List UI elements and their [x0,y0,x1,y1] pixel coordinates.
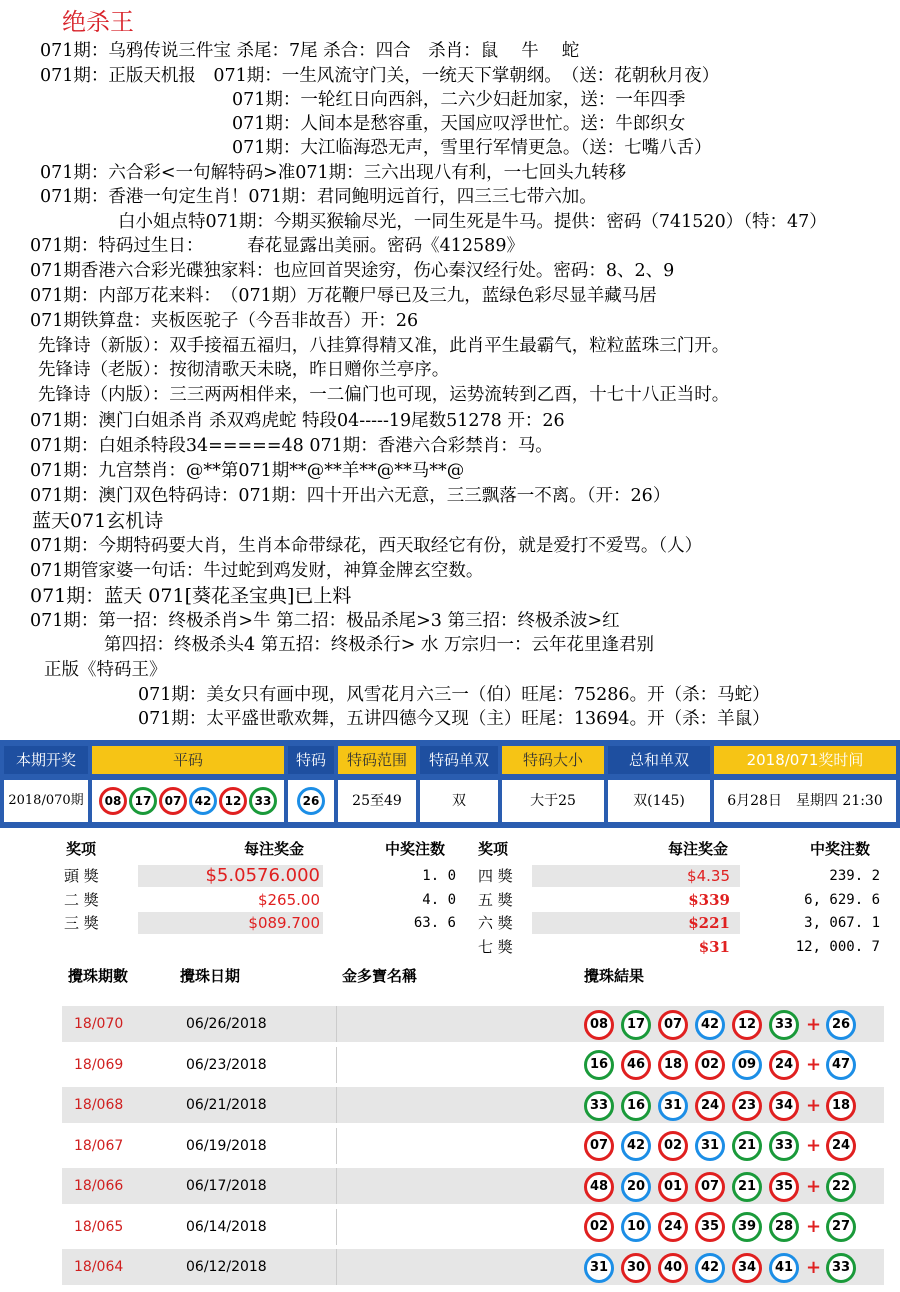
header-regular-numbers: 平码 [92,746,284,774]
forecast-line: 071期：正版天机报 071期：一生风流守门关，一统天下掌朝纲。 （送：花朝秋月夜） [40,66,720,86]
plus-icon: + [806,1094,822,1116]
history-balls [584,1209,863,1245]
history-date: 06/17/2018 [186,1178,267,1194]
prize-header-item-right: 奖项 [478,840,509,858]
prize-amount: $221 [688,914,730,932]
forecast-line: 071期铁算盘：夹板医驼子（今吾非故吾）开：26 [30,311,419,331]
prize-name: 七 獎 [478,937,513,956]
history-date: 06/14/2018 [186,1218,267,1235]
history-special-ball: 33 [826,1253,856,1283]
forecast-line: 先锋诗（老版）：按彻清歌天未晓，昨日赠你兰亭序。 [38,360,450,380]
header-sum-oddeven: 总和单双 [608,746,710,774]
history-special-ball: 26 [826,1010,856,1040]
regular-ball: 33 [249,787,277,815]
history-row [62,1128,884,1164]
forecast-line: 正版《特码王》 [44,660,167,680]
forecast-line: 071期：蓝天 071[葵花圣宝典]已上料 [30,585,352,607]
history-ball: 17 [621,1010,651,1040]
prize-row [474,912,880,934]
history-ball: 24 [658,1212,688,1242]
special-ball-number: 26 [297,787,325,815]
forecast-line: 071期：太平盛世歌欢舞，五讲四德今又现（主）旺尾：13694。开（杀：羊鼠） [138,709,770,729]
history-ball: 02 [584,1212,614,1242]
history-special-ball: 27 [826,1212,856,1242]
history-ball: 42 [621,1131,651,1161]
history-date: 06/12/2018 [186,1259,267,1275]
plus-icon: + [806,1135,822,1156]
prize-count: 12, 000. 7 [795,938,880,955]
history-ball: 39 [732,1212,762,1242]
prize-count: 63. 6 [413,915,456,931]
history-special-ball: 18 [826,1091,856,1121]
history-ball: 40 [658,1253,688,1283]
history-ball: 01 [658,1172,688,1202]
prize-row [60,865,456,887]
forecast-line: 071期：第一招：终极杀肖>牛 第二招：极品杀尾>3 第三招：终极杀波>红 [30,611,620,631]
forecast-line: 071期香港六合彩光碟独家料：也应回首哭途穷，伤心秦汉经行处。密码：8、2、9 [30,261,675,281]
prize-row [474,936,880,958]
history-header-result: 攪珠結果 [584,967,645,985]
prize-name: 頭 獎 [64,867,99,885]
plus-icon: + [806,1256,822,1278]
history-ball: 33 [769,1010,799,1040]
regular-ball: 07 [159,787,187,815]
special-ball [288,780,334,822]
draw-period: 2018/070期 [4,780,88,822]
history-ball: 07 [584,1131,614,1161]
prize-count: 3, 067. 1 [804,915,880,931]
prize-count: 239. 2 [829,868,880,884]
prize-amount: $339 [688,890,730,909]
history-ball: 18 [658,1050,688,1080]
history-ball: 08 [584,1010,614,1040]
history-ball: 20 [621,1172,651,1202]
header-special-size: 特码大小 [502,746,604,774]
history-ball: 31 [584,1253,614,1283]
history-row [62,1168,884,1204]
special-size: 大于25 [502,780,604,822]
history-balls [584,1087,863,1123]
history-ball: 07 [658,1010,688,1040]
regular-ball: 17 [129,787,157,815]
history-ball: 42 [695,1253,725,1283]
special-oddeven: 双 [420,780,498,822]
history-balls [584,1168,863,1204]
history-special-ball: 47 [826,1050,856,1080]
header-next-draw-time: 2018/071奖时间 [714,746,896,774]
history-date: 06/23/2018 [186,1056,267,1073]
history-balls [584,1047,863,1083]
history-ball: 16 [584,1050,614,1080]
plus-icon: + [806,1054,822,1075]
prize-header-count-right: 中奖注数 [810,840,871,858]
forecast-line: 071期：白姐杀特段34=====48 071期：香港六合彩禁肖：马。 [30,436,553,456]
history-balls [584,1006,863,1042]
history-row [62,1249,884,1285]
history-ball: 23 [732,1091,762,1121]
prize-amount: $31 [698,937,730,956]
history-ball: 35 [769,1172,799,1202]
prize-amount: $089.700 [248,914,320,932]
history-balls [584,1128,863,1164]
history-ball: 16 [621,1091,651,1121]
plus-icon: + [806,1216,822,1237]
prize-row [474,889,880,911]
forecast-line: 071期管家婆一句话：牛过蛇到鸡发财，神算金牌玄空数。 [30,561,484,581]
regular-balls [92,780,284,822]
history-ball: 07 [695,1172,725,1202]
prize-amount: $265.00 [257,890,320,909]
forecast-line: 071期：人间本是愁容重，天国应叹浮世忙。送：牛郎织女 [232,114,686,134]
forecast-line: 071期：美女只有画中现，风雪花月六三一（伯）旺尾：75286。开（杀：马蛇） [138,685,770,705]
plus-icon: + [806,1175,822,1197]
forecast-line: 蓝天071玄机诗 [32,510,164,532]
history-special-ball: 22 [826,1172,856,1202]
history-ball: 12 [732,1010,762,1040]
history-balls [584,1249,863,1285]
prize-name: 五 獎 [478,890,513,909]
history-period: 18/070 [74,1016,124,1032]
history-ball: 31 [695,1131,725,1161]
history-ball: 33 [584,1091,614,1121]
forecast-line: 先锋诗（新版）：双手接福五福归，八挂算得精又准，此肖平生最霸气，粒粒蓝珠三门开。 [38,336,730,356]
next-draw-time: 6月28日 星期四 21:30 [714,780,896,822]
history-ball: 24 [769,1050,799,1080]
history-row [62,1006,884,1042]
history-date: 06/19/2018 [186,1137,267,1154]
forecast-line: 071期：六合彩<一句解特码>准071期：三六出现八有利，一七回头九转移 [40,163,627,183]
history-ball: 34 [732,1253,762,1283]
history-ball: 21 [732,1131,762,1161]
forecast-line: 先锋诗（内版）：三三两两相伴来，一二偏门也可现，运势流转到乙酉，十七十八正当时。 [38,385,730,405]
history-period: 18/066 [74,1178,124,1194]
history-header-date: 攪珠日期 [180,967,241,985]
history-ball: 09 [732,1050,762,1080]
history-row [62,1087,884,1123]
forecast-line: 071期：乌鸦传说三件宝 杀尾：7尾 杀合：四合 杀肖：鼠 牛 蛇 [40,41,580,61]
regular-ball: 12 [219,787,247,815]
prize-amount: $5.0576.000 [205,865,320,886]
history-ball: 46 [621,1050,651,1080]
forecast-line: 071期：大江临海恐无声，雪里行军情更急。（送：七嘴八舌） [232,138,712,158]
prize-count: 1. 0 [422,868,456,884]
forecast-line: 071期：特码过生日： 春花显露出美丽。密码《412589》 [30,236,524,256]
forecast-line: 071期：一轮红日向西斜，二六少妇赶加家，送：一年四季 [232,90,686,110]
header-special-range: 特码范围 [338,746,416,774]
plus-icon: + [806,1013,822,1035]
history-ball: 24 [695,1091,725,1121]
history-period: 18/069 [74,1056,124,1073]
history-row [62,1209,884,1245]
history-ball: 41 [769,1253,799,1283]
sum-oddeven: 双(145) [608,780,710,822]
history-ball: 30 [621,1253,651,1283]
forecast-line: 071期：今期特码要大肖，生肖本命带绿花，西天取经它有份，就是爱打不爱骂。（人） [30,536,703,556]
history-header-name: 金多寶名稱 [342,967,418,985]
history-ball: 21 [732,1172,762,1202]
prize-row [474,865,880,887]
forecast-line: 071期：澳门双色特码诗：071期：四十开出六无意，三三飘落一不离。（开：26） [30,486,671,506]
forecast-line: 071期：香港一句定生肖！071期：君同鲍明远首行，四三三七带六加。 [40,187,597,207]
prize-header-amount-right: 每注奖金 [668,840,729,858]
history-ball: 42 [695,1010,725,1040]
history-ball: 34 [769,1091,799,1121]
history-ball: 02 [658,1131,688,1161]
prize-name: 六 獎 [478,914,513,932]
history-ball: 33 [769,1131,799,1161]
forecast-line: 071期：澳门白姐杀肖 杀双鸡虎蛇 特段04-----19尾数51278 开：26 [30,411,565,431]
prize-header-item-left: 奖项 [66,840,97,858]
history-header-period: 攪珠期數 [68,967,129,985]
regular-ball: 42 [189,787,217,815]
special-range: 25至49 [338,780,416,822]
prize-name: 四 獎 [478,867,513,885]
prize-name: 三 獎 [64,914,99,932]
history-period: 18/065 [74,1218,124,1235]
forecast-line: 白小姐点特071期：今期买猴输尽光，一同生死是牛马。提供：密码（741520）（特：47） [118,212,827,232]
forecast-line: 071期：九宫禁肖：@**第071期**@**羊**@**马**@ [30,461,465,481]
history-period: 18/067 [74,1137,124,1154]
regular-ball: 08 [99,787,127,815]
history-ball: 10 [621,1212,651,1242]
history-special-ball: 24 [826,1131,856,1161]
history-row [62,1047,884,1083]
history-date: 06/21/2018 [186,1097,267,1113]
history-period: 18/064 [74,1259,124,1275]
prize-name: 二 獎 [64,890,99,909]
history-ball: 35 [695,1212,725,1242]
prize-row [60,889,456,911]
prize-row [60,912,456,934]
draw-result-table [0,740,900,828]
header-special-number: 特码 [288,746,334,774]
history-period: 18/068 [74,1097,124,1113]
forecast-line: 第四招：终极杀头4 第五招：终极杀行> 水 万宗归一：云年花里逢君别 [104,635,654,655]
prize-count: 4. 0 [422,891,456,908]
header-special-oddeven: 特码单双 [420,746,498,774]
forecast-line: 071期：内部万花来料： （071期）万花鞭尸辱已及三九，蓝绿色彩尽显羊藏马居 [30,286,657,306]
history-ball: 48 [584,1172,614,1202]
prize-header-amount-left: 每注奖金 [244,840,305,858]
page-title: 绝杀王 [62,8,134,36]
history-ball: 28 [769,1212,799,1242]
prize-amount: $4.35 [687,867,730,885]
prize-count: 6, 629. 6 [804,891,880,908]
history-ball: 31 [658,1091,688,1121]
header-current-draw: 本期开奖 [4,746,88,774]
prize-header-count-left: 中奖注数 [385,840,446,858]
history-ball: 02 [695,1050,725,1080]
history-date: 06/26/2018 [186,1016,267,1032]
